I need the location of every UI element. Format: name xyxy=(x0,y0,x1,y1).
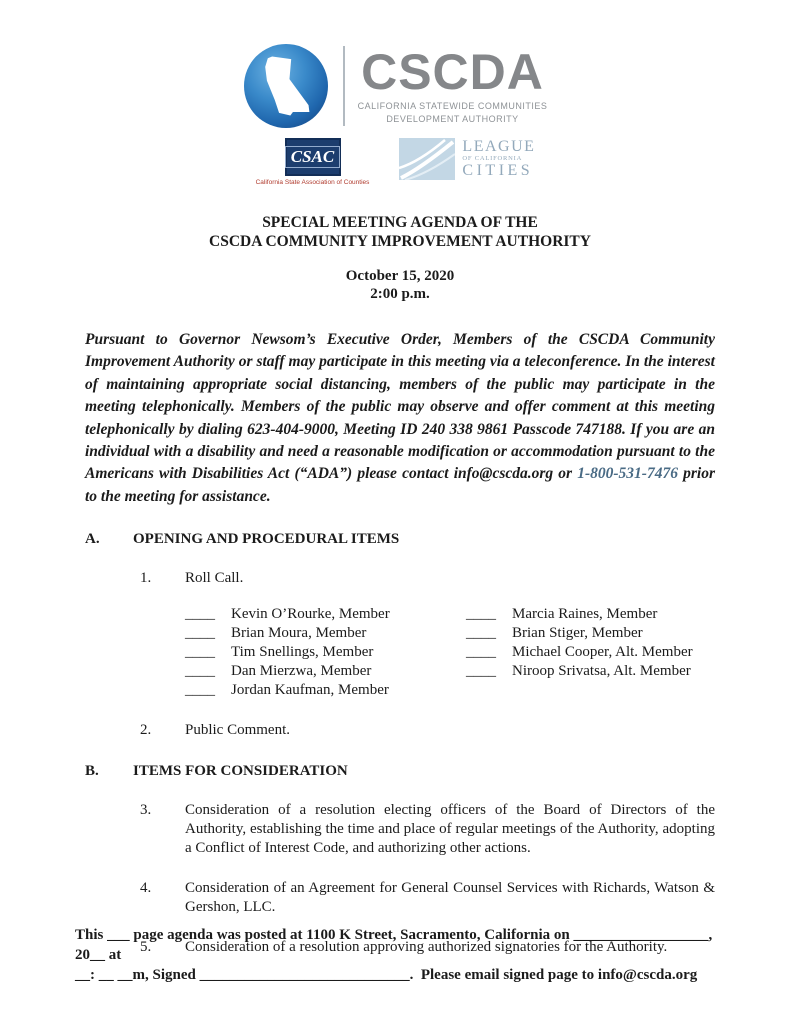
section-b-letter: B. xyxy=(85,763,99,780)
roll-call-entry xyxy=(185,605,466,624)
league-line3: CITIES xyxy=(462,162,534,180)
roll-call-entry xyxy=(185,624,466,643)
consideration-item-number: 5. xyxy=(140,939,152,956)
csac-square-icon xyxy=(285,138,341,176)
section-b-heading xyxy=(85,763,715,780)
consideration-item-text: Consideration of a resolution electing officers of the Board of Directors of the Authority, establishing the time and place of regular meetings of the Authority, adopting a Conflict of Interest Code, and authorizing other actions. xyxy=(185,802,715,857)
roll-call-member-name: Kevin O’Rourke, Member xyxy=(231,606,390,623)
roll-call-member-name: Niroop Srivatsa, Alt. Member xyxy=(512,663,691,680)
csac-logo xyxy=(256,138,370,186)
notice-text-after-phone: prior to the meeting for assistance. xyxy=(85,465,716,505)
cscda-subtitle xyxy=(358,100,548,124)
section-a-letter: A. xyxy=(85,531,100,548)
roll-call-blank-line[interactable]: ____ xyxy=(466,644,496,661)
csac-caption: California State Association of Counties xyxy=(255,179,370,186)
consideration-item xyxy=(140,801,715,858)
league-line2: OF CALIFORNIA xyxy=(462,154,523,162)
league-line1: LEAGUE xyxy=(462,137,536,155)
california-shape-icon xyxy=(260,53,312,119)
roll-call-entry xyxy=(185,681,466,700)
section-a-heading xyxy=(85,531,715,548)
cscda-wordmark-block xyxy=(357,44,548,124)
notice-text-before-phone: Pursuant to Governor Newsom’s Executive Order, Members of the CSCDA Community Improvement Authority or staff may participate in this meeting via a teleconference. In the interest of maintaining appropriate social distancing, members of the public may participate in the meeting telephonically. Members of the public may observe and offer comment at this meeting telephonically by dialing 623-404-9000, Meeting ID 240 338 9861 Passcode 747188. If you are an individual with a disability and need a reasonable modification or accommodation pursuant to the Americans with Disabilities Act (“ADA”) please contact info@cscda.org or xyxy=(85,331,715,483)
roll-call-blank-line[interactable]: ____ xyxy=(185,644,215,661)
california-globe-icon xyxy=(244,44,328,128)
roll-call-right-column xyxy=(466,605,693,700)
partner-logos xyxy=(256,138,536,186)
agenda-title-line1: SPECIAL MEETING AGENDA OF THE xyxy=(262,214,538,231)
item-1-text: Roll Call. xyxy=(185,570,244,587)
roll-call-blank-line[interactable]: ____ xyxy=(466,625,496,642)
agenda-item-public-comment xyxy=(140,721,715,740)
roll-call-blank-line[interactable]: ____ xyxy=(185,606,215,623)
cscda-subtitle-line1: CALIFORNIA STATEWIDE COMMUNITIES xyxy=(357,101,548,112)
roll-call-entry xyxy=(466,662,693,681)
roll-call-blank-line[interactable]: ____ xyxy=(185,663,215,680)
posting-certification-footer xyxy=(75,925,717,985)
roll-call-blank-line[interactable]: ____ xyxy=(185,625,215,642)
cscda-logo xyxy=(244,44,548,128)
consideration-item-number: 3. xyxy=(140,802,152,819)
teleconference-notice xyxy=(85,329,715,508)
roll-call-entry xyxy=(466,643,693,662)
item-2-text: Public Comment. xyxy=(185,722,290,739)
roll-call-entry xyxy=(466,624,693,643)
roll-call-blank-line[interactable]: ____ xyxy=(466,606,496,623)
roll-call-member-name: Tim Snellings, Member xyxy=(231,644,374,661)
league-text xyxy=(462,139,535,180)
roll-call-blank-line[interactable]: ____ xyxy=(466,663,496,680)
cscda-wordmark: CSCDA xyxy=(361,44,544,101)
consideration-item-text: Consideration of a resolution approving authorized signatories for the Authority. xyxy=(185,939,668,956)
meeting-time: 2:00 p.m. xyxy=(370,286,430,302)
roll-call-member-name: Brian Moura, Member xyxy=(231,625,367,642)
roll-call-entry xyxy=(185,643,466,662)
roll-call-entry xyxy=(185,662,466,681)
roll-call-blank-line[interactable]: ____ xyxy=(185,682,215,699)
consideration-item-number: 4. xyxy=(140,880,152,897)
league-of-california-cities-logo xyxy=(399,138,535,180)
footer-line2: __: __ __m, Signed ____________________________. Please email signed page to info@cscda.org xyxy=(75,967,698,983)
roll-call-member-name: Dan Mierzwa, Member xyxy=(231,663,372,680)
phone-link[interactable]: 1-800-531-7476 xyxy=(577,465,678,483)
roll-call-member-name: Michael Cooper, Alt. Member xyxy=(512,644,693,661)
consideration-item xyxy=(140,879,715,917)
roll-call-member-name: Jordan Kaufman, Member xyxy=(231,682,389,699)
meeting-date: October 15, 2020 xyxy=(345,268,455,284)
item-1-number: 1. xyxy=(140,570,152,587)
meeting-datetime xyxy=(85,267,715,303)
csac-acronym: CSAC xyxy=(285,146,340,169)
agenda-title-line2: CSCDA COMMUNITY IMPROVEMENT AUTHORITY xyxy=(209,233,591,250)
roll-call-member-name: Marcia Raines, Member xyxy=(512,606,658,623)
consideration-item-text: Consideration of an Agreement for General Counsel Services with Richards, Watson & Gershon, LLC. xyxy=(185,880,715,916)
roll-call-member-name: Brian Stiger, Member xyxy=(512,625,643,642)
roll-call-left-column xyxy=(185,605,466,700)
agenda-item-roll-call xyxy=(140,569,715,588)
league-swoosh-icon xyxy=(399,138,455,180)
logo-divider xyxy=(343,46,345,126)
item-2-number: 2. xyxy=(140,722,152,739)
section-b-title: ITEMS FOR CONSIDERATION xyxy=(133,763,348,780)
roll-call-list xyxy=(185,605,715,700)
cscda-subtitle-line2: DEVELOPMENT AUTHORITY xyxy=(386,113,519,124)
footer-line1: This ___ page agenda was posted at 1100 K Street, Sacramento, California on __________________, 20__ at xyxy=(75,927,713,963)
agenda-title xyxy=(85,213,715,251)
header xyxy=(0,0,791,186)
section-a-title: OPENING AND PROCEDURAL ITEMS xyxy=(133,531,400,548)
roll-call-entry xyxy=(466,605,693,624)
document-body xyxy=(85,213,715,957)
